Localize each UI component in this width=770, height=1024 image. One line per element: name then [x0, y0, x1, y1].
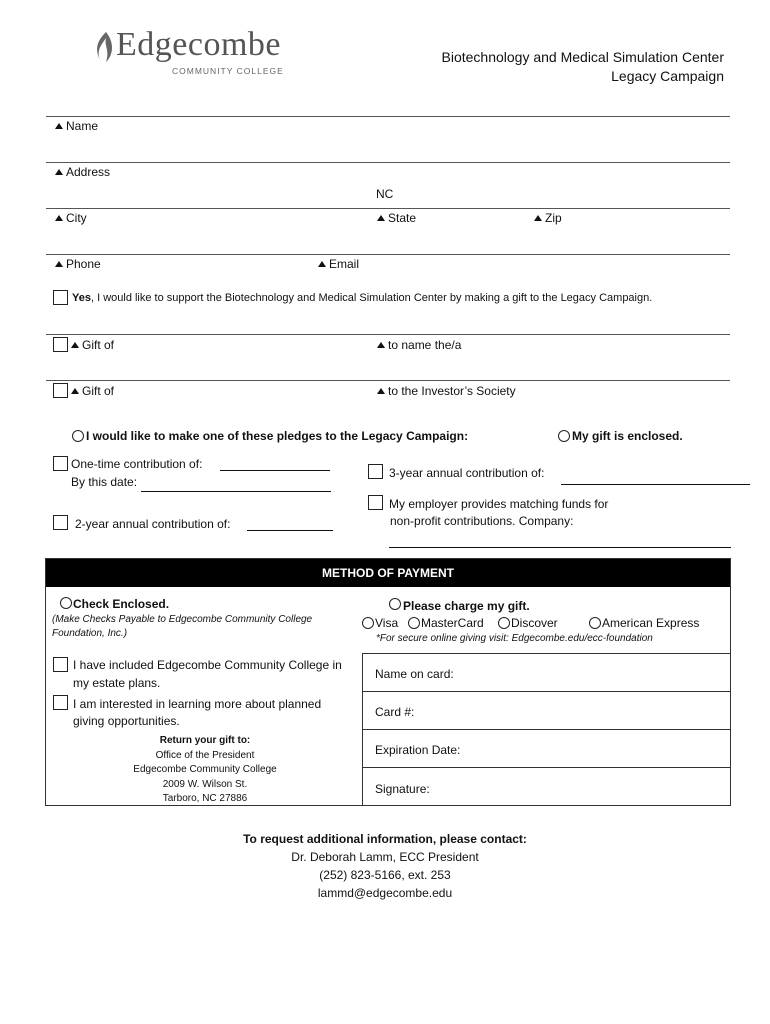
two-year-checkbox[interactable] [53, 515, 68, 530]
estate-plans-checkbox[interactable] [53, 657, 68, 672]
divider [46, 116, 730, 117]
three-year-label: 3-year annual contribution of: [389, 466, 545, 480]
charge-gift-radio[interactable] [389, 598, 401, 610]
one-time-checkbox[interactable] [53, 456, 68, 471]
visa-label: Visa [375, 616, 399, 630]
divider [362, 729, 731, 730]
caret-up-icon [377, 388, 385, 394]
gift-enclosed-label: My gift is enclosed. [572, 429, 683, 443]
divider [46, 162, 730, 163]
logo-subtitle: COMMUNITY COLLEGE [172, 66, 284, 76]
yes-support-text [72, 292, 652, 304]
planned-line-2: giving opportunities. [73, 714, 180, 728]
caret-up-icon [55, 169, 63, 175]
mastercard-radio[interactable] [408, 617, 420, 629]
return-line-2: Edgecombe Community College [133, 764, 277, 775]
caret-up-icon [55, 261, 63, 267]
check-note-line-1: (Make Checks Payable to Edgecombe Community College [52, 614, 313, 625]
address-field-label[interactable] [55, 165, 110, 179]
caret-up-icon [377, 215, 385, 221]
name-on-card-field[interactable]: Name on card: [375, 667, 454, 681]
caret-up-icon [377, 342, 385, 348]
by-date-line[interactable] [141, 491, 331, 492]
divider [46, 380, 730, 381]
one-time-label: One-time contribution of: [71, 457, 203, 471]
divider [46, 334, 730, 335]
employer-line-1: My employer provides matching funds for [389, 497, 609, 511]
gift-of-1-checkbox[interactable] [53, 337, 68, 352]
state-value[interactable]: NC [376, 187, 394, 201]
pledge-radio[interactable] [72, 430, 84, 442]
investor-label[interactable] [377, 384, 516, 398]
name-label-text: Name [66, 119, 99, 133]
mastercard-label: MasterCard [421, 616, 484, 630]
online-giving-note: *For secure online giving visit: Edgecombe.edu/ecc-foundation [376, 633, 653, 644]
gift-of-2-text: Gift of [82, 384, 115, 398]
email-label-text: Email [329, 257, 360, 271]
company-line[interactable] [389, 547, 731, 548]
gift-enclosed-radio[interactable] [558, 430, 570, 442]
card-number-field[interactable]: Card #: [375, 705, 415, 719]
expiration-date-field[interactable]: Expiration Date: [375, 743, 461, 757]
divider [46, 208, 730, 209]
caret-up-icon [71, 388, 79, 394]
by-date-label: By this date: [71, 475, 138, 489]
state-field-label[interactable] [377, 211, 416, 225]
caret-up-icon [55, 215, 63, 221]
zip-label-text: Zip [545, 211, 562, 225]
gift-of-2-label[interactable] [71, 384, 114, 398]
employer-line-2: non-profit contributions. Company: [390, 514, 574, 528]
signature-field[interactable]: Signature: [375, 782, 430, 796]
contact-name: Dr. Deborah Lamm, ECC President [291, 850, 479, 864]
phone-field-label[interactable] [55, 257, 101, 271]
estate-line-1: I have included Edgecombe Community College in [73, 658, 342, 672]
payment-header-title: METHOD OF PAYMENT [321, 566, 454, 580]
divider [46, 254, 730, 255]
check-note-line-2: Foundation, Inc.) [52, 628, 128, 639]
planned-giving-checkbox[interactable] [53, 695, 68, 710]
charge-gift-label: Please charge my gift. [403, 599, 530, 613]
two-year-label: 2-year annual contribution of: [75, 517, 231, 531]
logo-wordmark: Edgecombe [116, 26, 281, 63]
investor-text: to the Investor’s Society [388, 384, 516, 398]
amex-radio[interactable] [589, 617, 601, 629]
return-title: Return your gift to: [159, 735, 251, 746]
city-label-text: City [66, 211, 87, 225]
amex-label: American Express [602, 616, 700, 630]
yes-support-checkbox[interactable] [53, 290, 68, 305]
planned-line-1: I am interested in learning more about planned [73, 697, 322, 711]
contact-info [0, 830, 770, 902]
state-label-text: State [388, 211, 417, 225]
name-field-label[interactable] [55, 119, 98, 133]
city-field-label[interactable] [55, 211, 87, 225]
title-line-1: Biotechnology and Medical Simulation Center [441, 49, 724, 65]
caret-up-icon [55, 123, 63, 129]
payment-header-bar [46, 559, 730, 587]
check-enclosed-label: Check Enclosed. [73, 597, 170, 611]
gift-of-2-checkbox[interactable] [53, 383, 68, 398]
to-name-text: to name the/a [388, 338, 462, 352]
address-label-text: Address [66, 165, 111, 179]
contact-phone: (252) 823-5166, ext. 253 [319, 868, 451, 882]
pledge-label: I would like to make one of these pledges to the Legacy Campaign: [86, 429, 469, 443]
return-address [52, 734, 358, 807]
caret-up-icon [71, 342, 79, 348]
three-year-amount-line[interactable] [561, 484, 750, 485]
three-year-checkbox[interactable] [368, 464, 383, 479]
discover-label: Discover [511, 616, 558, 630]
college-logo [88, 24, 288, 84]
caret-up-icon [534, 215, 542, 221]
phone-label-text: Phone [66, 257, 101, 271]
gift-of-1-text: Gift of [82, 338, 115, 352]
yes-bold: Yes [72, 292, 91, 304]
divider [362, 767, 731, 768]
divider [362, 691, 731, 692]
contact-email[interactable]: lammd@edgecombe.edu [317, 886, 453, 900]
to-name-label[interactable] [377, 338, 461, 352]
estate-line-2: my estate plans. [73, 676, 161, 690]
return-line-4: Tarboro, NC 27886 [162, 793, 248, 804]
page-title [442, 48, 725, 86]
request-title: To request additional information, please contact: [243, 832, 527, 846]
email-field-label[interactable] [318, 257, 359, 271]
zip-field-label[interactable] [534, 211, 562, 225]
two-year-amount-line[interactable] [247, 530, 333, 531]
discover-radio[interactable] [498, 617, 510, 629]
visa-radio[interactable] [362, 617, 374, 629]
gift-of-1-label[interactable] [71, 338, 114, 352]
flame-icon [92, 30, 116, 66]
one-time-amount-line[interactable] [220, 470, 330, 471]
title-line-2: Legacy Campaign [611, 68, 724, 84]
caret-up-icon [318, 261, 326, 267]
employer-match-checkbox[interactable] [368, 495, 383, 510]
yes-text: , I would like to support the Biotechnology and Medical Simulation Center by making a gift to the Legacy Campaign. [90, 292, 653, 304]
check-enclosed-radio[interactable] [60, 597, 72, 609]
return-line-3: 2009 W. Wilson St. [162, 778, 248, 790]
return-line-1: Office of the President [155, 749, 255, 761]
